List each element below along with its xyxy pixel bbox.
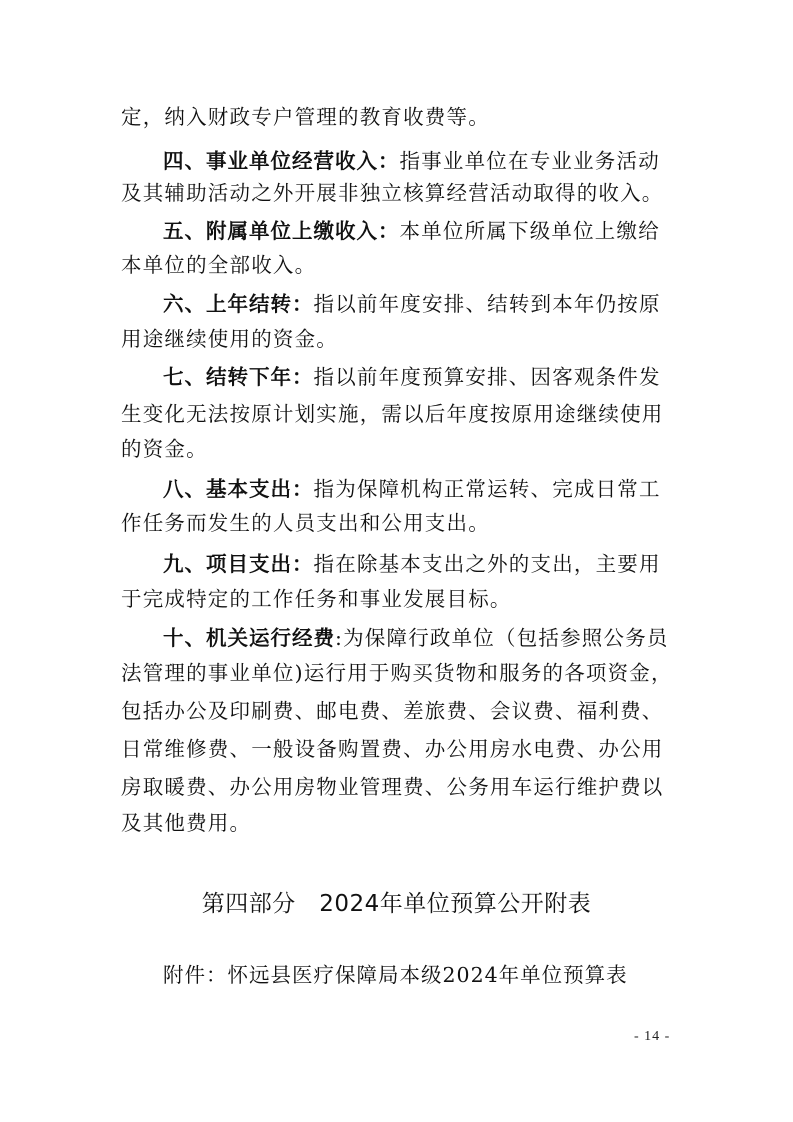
term-definition: 指事业单位在专业业务活动 — [399, 149, 660, 173]
paragraph-line: 房取暖费、办公用房物业管理费、公务用车运行维护费以 — [121, 775, 664, 799]
term-label: 十、机关运行经费 — [163, 626, 335, 650]
term-label: 五、附属单位上缴收入： — [163, 219, 400, 243]
paragraph-line: 及其他费用。 — [121, 811, 252, 835]
paragraph-line: 本单位的全部收入。 — [121, 253, 317, 277]
term-definition: 本单位所属下级单位上缴给 — [399, 219, 660, 243]
term-definition: 指以前年度安排、结转到本年仍按原 — [313, 292, 661, 316]
paragraph-line: 作任务而发生的人员支出和公用支出。 — [121, 511, 490, 535]
term-definition: 指为保障机构正常运转、完成日常工 — [313, 477, 661, 501]
paragraph-line: 的资金。 — [121, 437, 208, 461]
term-label: 九、项目支出： — [163, 552, 314, 576]
paragraph-line: 于完成特定的工作任务和事业发展目标。 — [121, 587, 512, 611]
paragraph-first-line — [163, 625, 723, 651]
term-label: 六、上年结转： — [163, 292, 314, 316]
paragraph-first-line — [163, 148, 723, 174]
paragraph-line: 定，纳入财政专户管理的教育收费等。 — [121, 105, 490, 129]
paragraph-line: 包括办公及印刷费、邮电费、差旅费、会议费、福利费、 — [121, 699, 664, 723]
paragraph-first-line — [163, 364, 723, 390]
paragraph-line: 生变化无法按原计划实施，需以后年度按原用途继续使用 — [121, 402, 664, 426]
paragraph-line: 日常维修费、一般设备购置费、办公用房水电费、办公用 — [121, 737, 664, 761]
paragraph-line: 法管理的事业单位)运行用于购买货物和服务的各项资金， — [121, 661, 673, 685]
paragraph-line: 及其辅助活动之外开展非独立核算经营活动取得的收入。 — [121, 181, 664, 205]
term-label: 四、事业单位经营收入： — [163, 149, 400, 173]
paragraph-first-line — [163, 476, 723, 502]
paragraph-first-line — [163, 291, 723, 317]
section-heading: 第四部分 2024年单位预算公开附表 — [201, 891, 592, 917]
term-label: 七、结转下年： — [163, 365, 314, 389]
term-definition: :为保障行政单位（包括参照公务员 — [335, 626, 669, 650]
paragraph-first-line — [163, 218, 723, 244]
term-definition: 指在除基本支出之外的支出，主要用 — [313, 552, 661, 576]
term-definition: 指以前年度预算安排、因客观条件发 — [313, 365, 661, 389]
paragraph-line: 用途继续使用的资金。 — [121, 327, 338, 351]
page-number: - 14 - — [634, 1029, 671, 1044]
term-label: 八、基本支出： — [163, 477, 314, 501]
paragraph-first-line — [163, 551, 723, 577]
attachment-line: 附件：怀远县医疗保障局本级2024年单位预算表 — [163, 963, 628, 987]
